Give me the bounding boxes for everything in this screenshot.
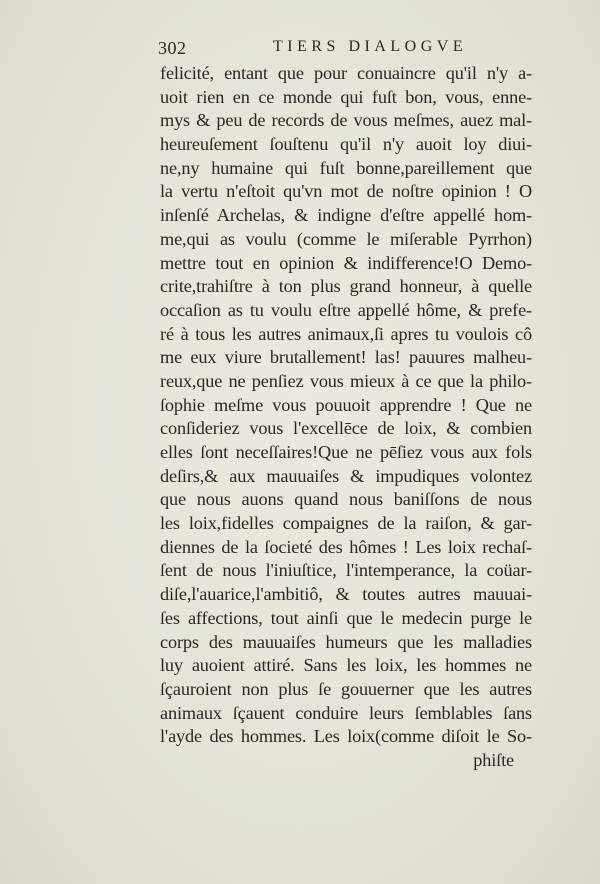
page-header xyxy=(158,38,468,62)
text-line: ſent de nous l'iniuſtice, l'intemperance, la coüar- xyxy=(160,560,532,581)
text-line: mys & peu de records de vous meſmes, auez mal- xyxy=(160,110,532,131)
text-line: crite,trahiſtre à ton plus grand honneur, à quelle xyxy=(160,276,532,297)
text-line: elles ſont neceſſaires!Que ne pēſiez vous aux fols xyxy=(160,442,532,462)
text-line: ſes affections, tout ainſi que le medecin purge le xyxy=(160,607,532,628)
running-title: TIERS DIALOGVE xyxy=(273,38,468,55)
text-line: diennes de la ſocieté des hômes ! Les loix rechaſ- xyxy=(160,536,532,557)
text-line: que nous auons quand nous baniſſons de nous xyxy=(160,489,532,510)
text-line: la vertu n'eſtoit qu'vn mot de noſtre opinion ! O xyxy=(160,181,532,202)
text-line: mettre tout en opinion & indifference!O Demo- xyxy=(160,252,532,273)
text-line: les loix,fidelles compaignes de la raiſon, & gar- xyxy=(160,513,532,534)
text-line: felicité, entant que pour conuaincre qu'il n'y a- xyxy=(160,63,532,83)
text-line: animaux ſçauent conduire leurs ſemblables ſans xyxy=(160,702,532,723)
text-line: ſçauroient non plus ſe gouuerner que les autres xyxy=(160,678,532,699)
text-line: diſe,l'auarice,l'ambitiô, & toutes autres mauuai- xyxy=(160,584,532,605)
text-line: luy auoient attiré. Sans les loix, les hommes ne xyxy=(160,655,532,676)
text-line: reux,que ne penſiez vous mieux à ce que la philo- xyxy=(160,370,532,391)
page-number: 302 xyxy=(158,38,187,58)
text-line: ſophie meſme vous pouuoit apprendre ! Que ne xyxy=(160,394,532,415)
text-line: me,qui as voulu (comme le miſerable Pyrrhon) xyxy=(160,228,532,249)
text-line: ré à tous les autres animaux,ſi apres tu voulois cô xyxy=(160,323,532,344)
text-line: conſideriez vous l'excellēce de loix, & combien xyxy=(160,418,532,439)
text-line: occaſion as tu voulu eſtre appellé hôme, & prefe- xyxy=(160,299,532,320)
text-line: heureuſement ſouſtenu qu'il n'y auoit loy diui- xyxy=(160,134,532,155)
catchword: phiſte xyxy=(473,749,514,770)
text-line: l'ayde des hommes. Les loix(comme diſoit le So- xyxy=(160,726,532,747)
text-line: corps des mauuaiſes humeurs que les malladies xyxy=(160,631,532,652)
text-line: uoit rien en ce monde qui fuſt bon, vous, enne- xyxy=(160,86,532,107)
body-text xyxy=(160,62,532,773)
text-line: inſenſé Archelas, & indigne d'eſtre appellé hom- xyxy=(160,205,532,226)
text-line: deſirs,& aux mauuaiſes & impudiques volontez xyxy=(160,465,532,486)
text-line: me eux viure brutallement! las! pauures malheu- xyxy=(160,347,532,368)
text-line: ne,ny humaine qui fuſt bonne,pareillement que xyxy=(160,157,532,178)
